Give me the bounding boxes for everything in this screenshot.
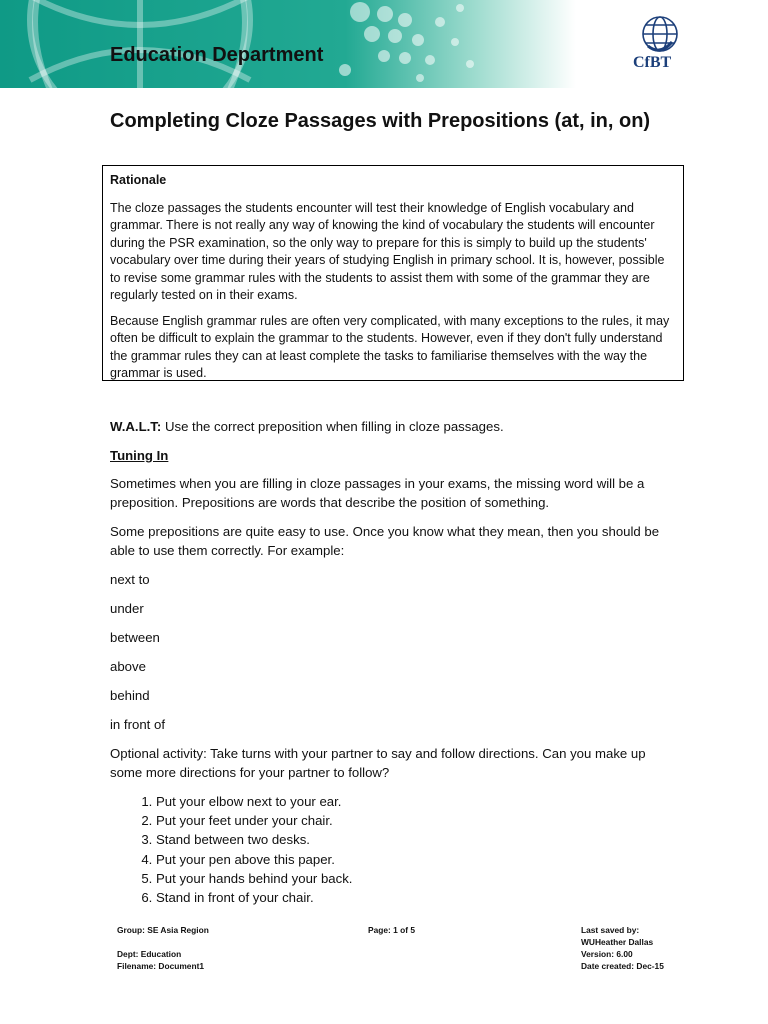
header-banner: [0, 0, 768, 88]
list-item: 6. Stand in front of your chair.: [156, 888, 680, 907]
walt-label: W.A.L.T:: [110, 419, 162, 434]
preposition-item: in front of: [110, 717, 165, 732]
rationale-paragraph: Because English grammar rules are often very complicated, with many exceptions to the rules, it may often be difficult to explain the grammar to the students. However, even if they don't fully understand the grammar rules they can at least complete the tasks to familiarise themselves with the way the grammar is used.: [110, 313, 670, 380]
footer-filename: Filename: Document1: [117, 961, 205, 971]
list-item: 3. Stand between two desks.: [156, 830, 680, 849]
list-item: 4. Put your pen above this paper.: [156, 850, 680, 869]
footer-group: Group: SE Asia Region: [117, 925, 209, 935]
list-item: 2. Put your feet under your chair.: [156, 811, 680, 830]
tuning-in-paragraph: Sometimes when you are filling in cloze passages in your exams, the missing word will be a preposition. Prepositions are words that describe the position of something.: [110, 476, 645, 510]
list-item: 1. Put your elbow next to your ear.: [156, 792, 680, 811]
optional-activity: Optional activity: Take turns with your partner to say and follow directions. Can you make up some more directions for your partner to follow?: [110, 746, 646, 780]
directions-list: [110, 792, 680, 907]
logo-text: CfBT: [633, 54, 672, 71]
tuning-in-heading: Tuning In: [110, 448, 169, 463]
preposition-item: under: [110, 601, 144, 616]
footer-center: [368, 924, 415, 936]
main-content: [110, 417, 680, 907]
preposition-item: between: [110, 630, 160, 645]
list-item: 5. Put your hands behind your back.: [156, 869, 680, 888]
footer-left: [117, 924, 209, 972]
footer-right: [581, 924, 664, 972]
walt-line: [110, 417, 680, 436]
preposition-item: next to: [110, 572, 150, 587]
rationale-paragraph: The cloze passages the students encounter will test their knowledge of English vocabulary and grammar. There is not really any way of knowing the kind of vocabulary the students will encounter during the PSR examination, so the only way to prepare for this is simply to build up the students' vocabulary over time during their years of studying English in primary school. It is, however, possible to revise some grammar rules with the students to assist them with some of the grammar they are regularly tested on in their exams.: [110, 200, 665, 302]
footer-saved-by: WUHeather Dallas: [581, 937, 654, 947]
walt-text: Use the correct preposition when filling in cloze passages.: [161, 419, 504, 434]
footer-date-created: Date created: Dec-15: [581, 961, 664, 971]
tuning-in-paragraph: Some prepositions are quite easy to use. Once you know what they mean, then you should be able to use them correctly. For example:: [110, 524, 660, 558]
department-title: Education Department: [110, 44, 324, 66]
footer-version: Version: 6.00: [581, 949, 633, 959]
footer-last-saved: Last saved by:: [581, 925, 640, 935]
page-title: Completing Cloze Passages with Prepositions (at, in, on): [110, 110, 651, 132]
footer-page: Page: 1 of 5: [368, 925, 416, 935]
rationale-box: [102, 165, 684, 381]
preposition-item: above: [110, 659, 146, 674]
rationale-heading: Rationale: [110, 173, 167, 187]
footer-dept: Dept: Education: [117, 949, 182, 959]
preposition-item: behind: [110, 688, 150, 703]
